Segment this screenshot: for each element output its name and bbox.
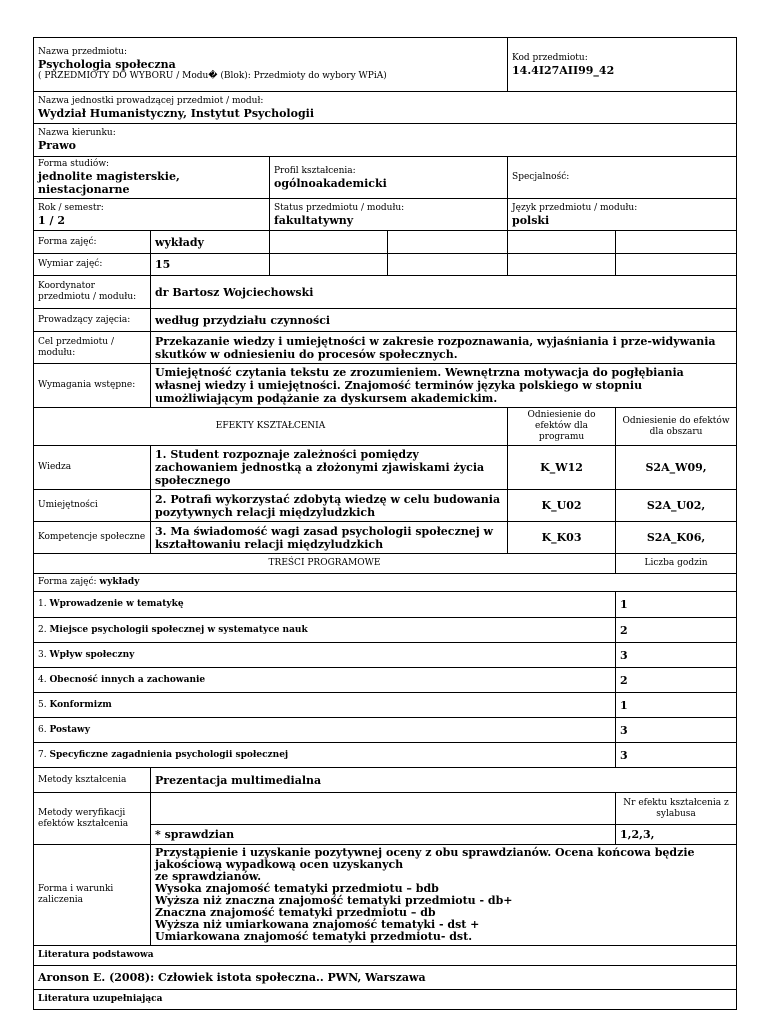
empty-cell xyxy=(270,231,388,254)
outcome-text: 1. Student rozpoznaje zależności pomiędzy zachowaniem jednostką a złożonymi zjawiskami życia społecznego xyxy=(151,446,508,490)
empty-cell xyxy=(616,254,737,276)
verification-label: Metody weryfikacji efektów kształcenia xyxy=(34,793,151,845)
field-label: Nazwa kierunku: xyxy=(38,128,116,138)
topic-row xyxy=(34,668,737,693)
topic-num: 1. xyxy=(38,599,47,609)
study-form-label: Forma studiów: xyxy=(38,159,110,169)
topic-title: Postawy xyxy=(49,724,91,735)
outcome-program-ref: K_U02 xyxy=(508,490,616,522)
program-title: TREŚCI PROGRAMOWE xyxy=(34,554,616,574)
program-hours-header: Liczba godzin xyxy=(616,554,737,574)
year-cell xyxy=(34,199,270,231)
prereq-label: Wymagania wstępne: xyxy=(34,364,151,408)
language-value: polski xyxy=(512,213,550,227)
unit-cell xyxy=(34,92,737,124)
outcome-row xyxy=(34,490,737,522)
status-cell xyxy=(270,199,508,231)
study-form-cell xyxy=(34,157,270,199)
topic-row xyxy=(34,592,737,618)
subject-cell xyxy=(34,38,508,92)
field-value: Prawo xyxy=(38,139,77,152)
additional-literature-label: Literatura uzupełniająca xyxy=(34,990,737,1010)
hours-value: 15 xyxy=(151,254,270,276)
topic-row xyxy=(34,693,737,718)
topic-hours: 3 xyxy=(616,643,737,668)
outcome-area-ref: S2A_U02, xyxy=(616,490,737,522)
subject-name: Psychologia społeczna xyxy=(38,58,176,71)
empty-cell xyxy=(388,254,508,276)
outcome-text: 3. Ma świadomość wagi zasad psychologii społecznej w kształtowaniu relacji międzyludzkich xyxy=(151,522,508,554)
topic-title: Konformizm xyxy=(49,699,112,710)
unit-value: Wydział Humanistyczny, Instytut Psychologii xyxy=(38,106,314,120)
subject-label: Nazwa przedmiotu: xyxy=(38,47,128,57)
topic-row xyxy=(34,643,737,668)
topic-title: Obecność innych a zachowanie xyxy=(49,674,206,685)
topic-title: Specyficzne zagadnienia psychologii społecznej xyxy=(49,749,289,760)
topic-row xyxy=(34,743,737,768)
language-label: Język przedmiotu / modułu: xyxy=(512,202,638,213)
profile-value: ogólnoakademicki xyxy=(274,176,387,190)
empty-cell xyxy=(508,254,616,276)
conditions-line: Wysoka znajomość tematyki przedmiotu – bdb xyxy=(155,882,439,895)
topic-row xyxy=(34,618,737,643)
empty-cell xyxy=(616,231,737,254)
empty-cell xyxy=(151,793,616,825)
verification-method: * sprawdzian xyxy=(151,825,616,845)
conditions-line: Przystąpienie i uzyskanie pozytywnej oceny z obu sprawdzianów. Ocena końcowa będzie jakościową wypadkową ocen uzyskanych xyxy=(155,846,695,871)
conditions-line: Wyższa niż umiarkowana znajomość tematyki - dst + xyxy=(155,918,480,931)
topic-title: Wpływ społeczny xyxy=(49,649,135,660)
topic-num: 4. xyxy=(38,674,47,685)
outcome-category: Kompetencje społeczne xyxy=(34,522,151,554)
outcomes-program-header: Odniesienie do efektów dla programu xyxy=(508,408,616,446)
topic-hours: 1 xyxy=(616,592,737,618)
topic-hours: 3 xyxy=(616,743,737,768)
outcome-area-ref: S2A_K06, xyxy=(616,522,737,554)
topic-num: 3. xyxy=(38,649,47,660)
program-form-value: wykłady xyxy=(99,577,140,587)
class-form-label: Forma zajęć: xyxy=(34,231,151,254)
outcome-program-ref: K_K03 xyxy=(508,522,616,554)
outcome-category: Umiejętności xyxy=(34,490,151,522)
year-value: 1 / 2 xyxy=(38,213,65,227)
year-label: Rok / semestr: xyxy=(38,202,104,213)
syllabus-document xyxy=(33,37,736,1010)
outcome-number-header: Nr efektu kształcenia z sylabusa xyxy=(616,793,737,825)
specialty-label: Specjalność: xyxy=(512,172,570,182)
hours-label: Wymiar zajęć: xyxy=(34,254,151,276)
topic-hours: 3 xyxy=(616,718,737,743)
topic-num: 2. xyxy=(38,624,47,635)
topic-num: 7. xyxy=(38,749,47,760)
conditions-text xyxy=(151,845,737,946)
outcome-area-ref: S2A_W09, xyxy=(616,446,737,490)
prereq-value: Umiejętność czytania tekstu ze zrozumieniem. Wewnętrzna motywacja do pogłębiania własnej wiedzy i umiejętności. Znajomość terminów języka polskiego w stopniu umożliwiającym podążanie za dyskursem akademickim. xyxy=(151,364,737,408)
conditions-line: ze sprawdzianów. xyxy=(155,870,262,883)
topic-hours: 2 xyxy=(616,618,737,643)
outcomes-area-header: Odniesienie do efektów dla obszaru xyxy=(616,408,737,446)
status-value: fakultatywny xyxy=(274,213,354,227)
verification-outcomes: 1,2,3, xyxy=(616,825,737,845)
language-cell xyxy=(508,199,737,231)
class-form-value: wykłady xyxy=(151,231,270,254)
study-form-value: jednolite magisterskie, niestacjonarne xyxy=(38,170,180,196)
empty-cell xyxy=(270,254,388,276)
conditions-label: Forma i warunki zaliczenia xyxy=(34,845,151,946)
code-label: Kod przedmiotu: xyxy=(512,52,588,63)
basic-literature-label: Literatura podstawowa xyxy=(34,946,737,966)
code-cell xyxy=(508,38,737,92)
goal-label: Cel przedmiotu / modułu: xyxy=(34,332,151,364)
conditions-line: Umiarkowana znajomość tematyki przedmiotu- dst. xyxy=(155,930,473,943)
conditions-line: Wyższa niż znaczna znajomość tematyki przedmiotu - db+ xyxy=(155,894,513,907)
lecturer-value: według przydziału czynności xyxy=(151,309,737,332)
coordinator-value: dr Bartosz Wojciechowski xyxy=(151,276,737,309)
teaching-methods-label: Metody kształcenia xyxy=(34,768,151,793)
empty-cell xyxy=(508,231,616,254)
outcome-row xyxy=(34,446,737,490)
outcome-text: 2. Potrafi wykorzystać zdobytą wiedzę w celu budowania pozytywnych relacji międzyludzkich xyxy=(151,490,508,522)
coordinator-label: Koordynator przedmiotu / modułu: xyxy=(34,276,151,309)
status-label: Status przedmiotu / modułu: xyxy=(274,202,405,213)
topic-title: Miejsce psychologii społecznej w systematyce nauk xyxy=(49,624,308,635)
program-form-row xyxy=(34,574,737,592)
topic-hours: 1 xyxy=(616,693,737,718)
unit-label: Nazwa jednostki prowadzącej przedmiot / moduł: xyxy=(38,95,264,106)
code-value: 14.4I27AII99_42 xyxy=(512,63,615,77)
syllabus-table xyxy=(33,37,737,1010)
topic-num: 5. xyxy=(38,699,47,710)
field-cell xyxy=(34,124,737,157)
profile-cell xyxy=(270,157,508,199)
topic-num: 6. xyxy=(38,724,47,735)
outcome-row xyxy=(34,522,737,554)
specialty-cell xyxy=(508,157,737,199)
empty-cell xyxy=(388,231,508,254)
subject-path: ( PRZEDMIOTY DO WYBORU / Modu� (Blok): Przedmioty do wybory WPiA) xyxy=(38,71,387,81)
outcomes-title: EFEKTY KSZTAŁCENIA xyxy=(34,408,508,446)
outcome-program-ref: K_W12 xyxy=(508,446,616,490)
basic-literature-value: Aronson E. (2008): Człowiek istota społeczna.. PWN, Warszawa xyxy=(34,966,737,990)
lecturer-label: Prowadzący zajęcia: xyxy=(34,309,151,332)
outcome-category: Wiedza xyxy=(34,446,151,490)
topic-row xyxy=(34,718,737,743)
goal-value: Przekazanie wiedzy i umiejętności w zakresie rozpoznawania, wyjaśniania i prze-widywania skutków w odniesieniu do procesów społecznych. xyxy=(151,332,737,364)
program-form-prefix: Forma zajęć: xyxy=(38,577,97,587)
topic-title: Wprowadzenie w tematykę xyxy=(49,599,184,609)
topic-hours: 2 xyxy=(616,668,737,693)
conditions-line: Znaczna znajomość tematyki przedmiotu – db xyxy=(155,906,436,919)
profile-label: Profil kształcenia: xyxy=(274,165,356,176)
teaching-methods-value: Prezentacja multimedialna xyxy=(151,768,737,793)
